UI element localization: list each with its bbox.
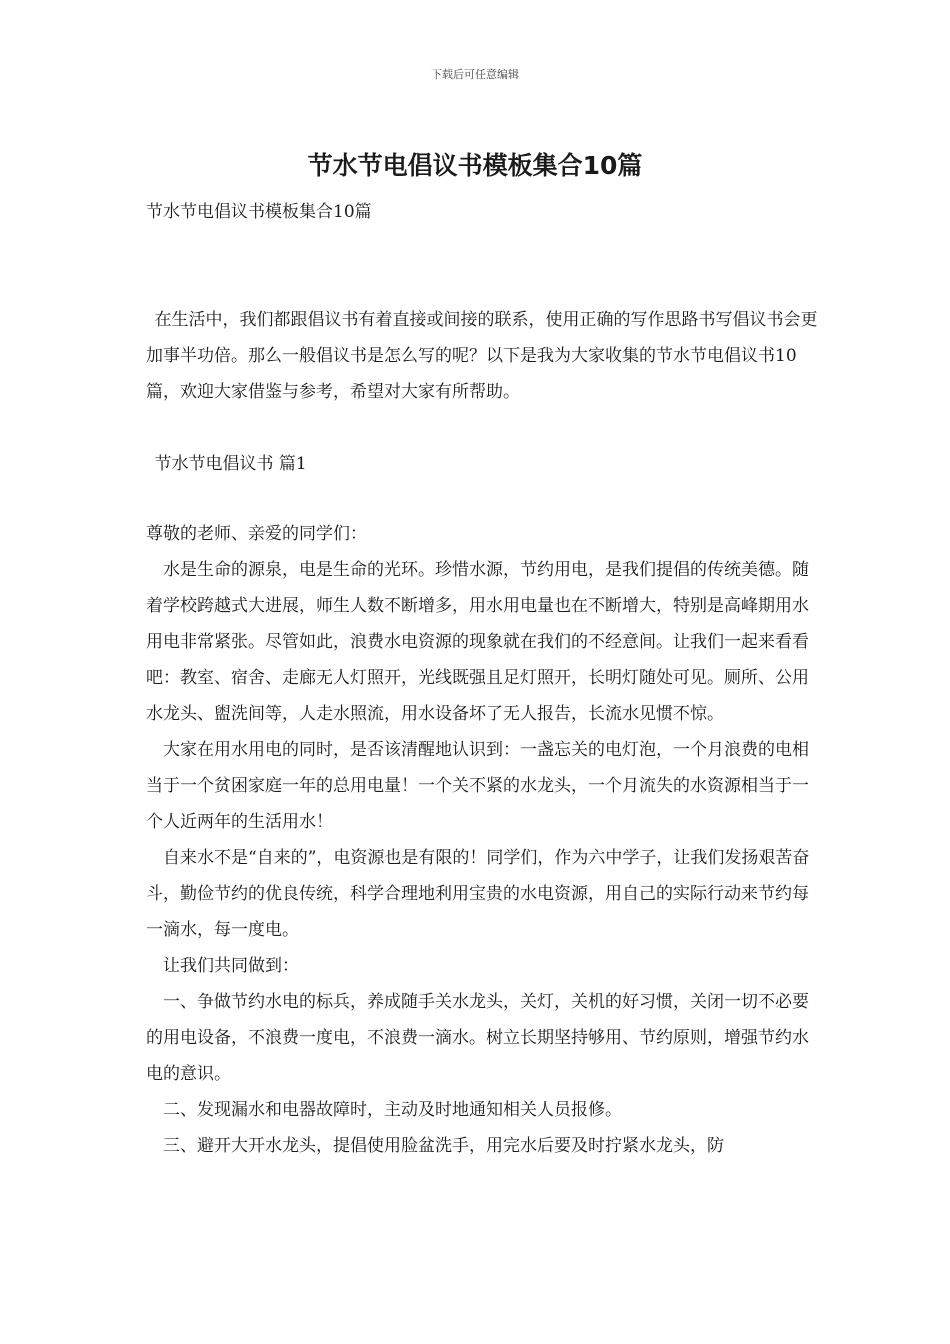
intro-paragraph: 在生活中，我们都跟倡议书有着直接或间接的联系，使用正确的写作思路书写倡议书会更加事半功倍。那么一般倡议书是怎么写的呢？以下是我为大家收集的节水节电倡议书10篇，欢迎大家借鉴与参考，希望对大家有所帮助。 xyxy=(146,310,818,402)
body-paragraph: 自来水不是“自来的”，电资源也是有限的！同学们，作为六中学子，让我们发扬艰苦奋斗，勤俭节约的优良传统，科学合理地利用宝贵的水电资源，用自己的实际行动来节约每一滴水，每一度电。 xyxy=(146,848,810,940)
document-body xyxy=(146,194,822,1164)
body-paragraph: 三、避开大开水龙头，提倡使用脸盆洗手，用完水后要及时拧紧水龙头，防 xyxy=(163,1136,724,1156)
document-subtitle: 节水节电倡议书模板集合10篇 xyxy=(146,202,372,222)
header-note: 下载后可任意编辑 xyxy=(431,68,519,81)
document-title: 节水节电倡议书模板集合10篇 xyxy=(307,151,643,180)
salutation: 尊敬的老师、亲爱的同学们： xyxy=(146,524,367,544)
section-heading: 节水节电倡议书 篇1 xyxy=(154,454,307,474)
body-paragraph: 让我们共同做到： xyxy=(163,956,299,976)
spacer xyxy=(146,482,822,516)
spacer xyxy=(146,410,822,446)
body-paragraph: 二、发现漏水和电器故障时，主动及时地通知相关人员报修。 xyxy=(163,1100,622,1120)
spacer xyxy=(146,230,822,302)
body-paragraph: 一、争做节约水电的标兵，养成随手关水龙头，关灯，关机的好习惯，关闭一切不必要的用电设备，不浪费一度电，不浪费一滴水。树立长期坚持够用、节约原则，增强节约水电的意识。 xyxy=(146,992,809,1084)
body-paragraph: 大家在用水用电的同时，是否该清醒地认识到：一盏忘关的电灯泡，一个月浪费的电相当于一个贫困家庭一年的总用电量！一个关不紧的水龙头，一个月流失的水资源相当于一个人近两年的生活用水！ xyxy=(146,740,809,832)
body-paragraph: 水是生命的源泉，电是生命的光环。珍惜水源，节约用电，是我们提倡的传统美德。随着学校跨越式大进展，师生人数不断增多，用水用电量也在不断增大，特别是高峰期用水用电非常紧张。尽管如此，浪费水电资源的现象就在我们的不经意间。让我们一起来看看吧：教室、宿舍、走廊无人灯照开，光线既强且足灯照开，长明灯随处可见。厕所、公用水龙头、盥洗间等，人走水照流，用水设备坏了无人报告，长流水见惯不惊。 xyxy=(146,560,809,724)
